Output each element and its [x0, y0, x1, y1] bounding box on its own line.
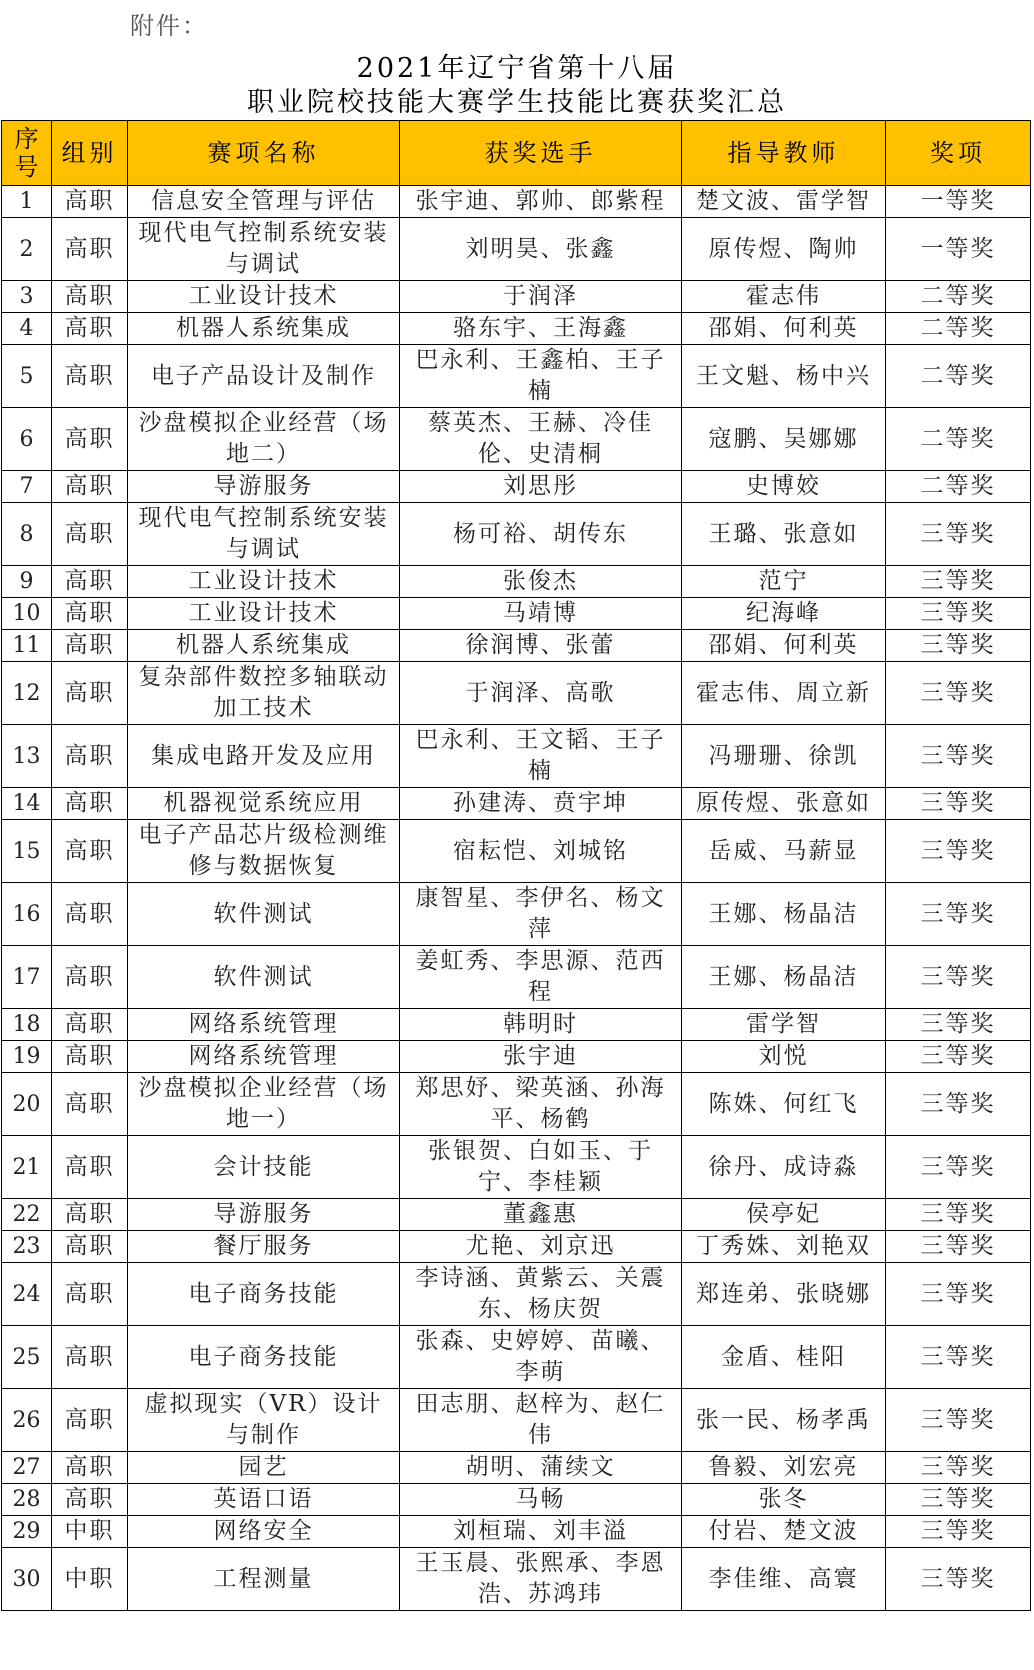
- cell-group: 高职: [52, 630, 128, 662]
- cell-group: 高职: [52, 503, 128, 566]
- cell-winners: 张宇迪: [400, 1041, 682, 1073]
- cell-group: 高职: [52, 186, 128, 218]
- cell-award: 三等奖: [886, 630, 1031, 662]
- cell-group: 高职: [52, 313, 128, 345]
- cell-teachers: 金盾、桂阳: [682, 1326, 886, 1389]
- cell-seq: 6: [2, 408, 52, 471]
- cell-event: 工业设计技术: [128, 281, 400, 313]
- cell-teachers: 刘悦: [682, 1041, 886, 1073]
- cell-teachers: 王璐、张意如: [682, 503, 886, 566]
- header-event: 赛项名称: [128, 121, 400, 186]
- cell-group: 高职: [52, 1073, 128, 1136]
- table-row: [2, 1484, 1031, 1516]
- header-award: 奖项: [886, 121, 1031, 186]
- cell-group: 高职: [52, 662, 128, 725]
- cell-winners: 刘思彤: [400, 471, 682, 503]
- cell-seq: 11: [2, 630, 52, 662]
- cell-group: 高职: [52, 788, 128, 820]
- cell-award: 二等奖: [886, 471, 1031, 503]
- cell-winners: 张宇迪、郭帅、郎紫程: [400, 186, 682, 218]
- table-body: [2, 186, 1031, 1611]
- cell-teachers: 范宁: [682, 566, 886, 598]
- cell-seq: 21: [2, 1136, 52, 1199]
- header-group: 组别: [52, 121, 128, 186]
- cell-event: 电子商务技能: [128, 1263, 400, 1326]
- cell-teachers: 付岩、楚文波: [682, 1516, 886, 1548]
- cell-group: 高职: [52, 946, 128, 1009]
- cell-winners: 韩明时: [400, 1009, 682, 1041]
- cell-event: 会计技能: [128, 1136, 400, 1199]
- cell-award: 三等奖: [886, 946, 1031, 1009]
- cell-seq: 13: [2, 725, 52, 788]
- table-row: [2, 820, 1031, 883]
- cell-group: 高职: [52, 1452, 128, 1484]
- cell-group: 高职: [52, 725, 128, 788]
- cell-group: 高职: [52, 218, 128, 281]
- cell-teachers: 邵娟、何利英: [682, 630, 886, 662]
- cell-event: 现代电气控制系统安装与调试: [128, 218, 400, 281]
- cell-teachers: 李佳维、高寰: [682, 1548, 886, 1611]
- cell-seq: 16: [2, 883, 52, 946]
- cell-award: 三等奖: [886, 1199, 1031, 1231]
- cell-winners: 徐润博、张蕾: [400, 630, 682, 662]
- cell-teachers: 楚文波、雷学智: [682, 186, 886, 218]
- cell-group: 高职: [52, 883, 128, 946]
- table-row: [2, 218, 1031, 281]
- table-row: [2, 1263, 1031, 1326]
- cell-award: 三等奖: [886, 1263, 1031, 1326]
- cell-seq: 27: [2, 1452, 52, 1484]
- cell-seq: 26: [2, 1389, 52, 1452]
- cell-event: 工程测量: [128, 1548, 400, 1611]
- cell-seq: 30: [2, 1548, 52, 1611]
- cell-seq: 23: [2, 1231, 52, 1263]
- cell-award: 三等奖: [886, 598, 1031, 630]
- table-row: [2, 471, 1031, 503]
- table-row: [2, 1199, 1031, 1231]
- cell-group: 中职: [52, 1548, 128, 1611]
- cell-event: 集成电路开发及应用: [128, 725, 400, 788]
- cell-teachers: 岳威、马薪显: [682, 820, 886, 883]
- cell-group: 高职: [52, 1389, 128, 1452]
- table-row: [2, 1041, 1031, 1073]
- cell-seq: 15: [2, 820, 52, 883]
- table-row: [2, 1073, 1031, 1136]
- cell-group: 高职: [52, 471, 128, 503]
- cell-group: 高职: [52, 1484, 128, 1516]
- cell-winners: 孙建涛、贲宇坤: [400, 788, 682, 820]
- table-row: [2, 788, 1031, 820]
- table-row: [2, 662, 1031, 725]
- table-row: [2, 1326, 1031, 1389]
- cell-teachers: 王娜、杨晶洁: [682, 946, 886, 1009]
- cell-seq: 1: [2, 186, 52, 218]
- cell-event: 信息安全管理与评估: [128, 186, 400, 218]
- cell-seq: 9: [2, 566, 52, 598]
- cell-winners: 胡明、蒲续文: [400, 1452, 682, 1484]
- cell-winners: 张森、史婷婷、苗曦、李萌: [400, 1326, 682, 1389]
- cell-teachers: 原传煜、陶帅: [682, 218, 886, 281]
- cell-group: 高职: [52, 566, 128, 598]
- cell-teachers: 纪海峰: [682, 598, 886, 630]
- cell-award: 三等奖: [886, 725, 1031, 788]
- cell-award: 三等奖: [886, 1326, 1031, 1389]
- header-winners: 获奖选手: [400, 121, 682, 186]
- cell-winners: 王玉晨、张熙承、李恩浩、苏鸿玮: [400, 1548, 682, 1611]
- header-teachers: 指导教师: [682, 121, 886, 186]
- cell-group: 高职: [52, 1136, 128, 1199]
- page-title: 2021年辽宁省第十八届: [356, 53, 678, 84]
- cell-teachers: 侯亭妃: [682, 1199, 886, 1231]
- cell-teachers: 原传煜、张意如: [682, 788, 886, 820]
- cell-award: 三等奖: [886, 503, 1031, 566]
- cell-winners: 于润泽: [400, 281, 682, 313]
- cell-winners: 于润泽、高歌: [400, 662, 682, 725]
- cell-winners: 姜虹秀、李思源、范西程: [400, 946, 682, 1009]
- cell-event: 园艺: [128, 1452, 400, 1484]
- cell-event: 软件测试: [128, 883, 400, 946]
- cell-winners: 尤艳、刘京迅: [400, 1231, 682, 1263]
- cell-group: 高职: [52, 1199, 128, 1231]
- cell-teachers: 霍志伟、周立新: [682, 662, 886, 725]
- cell-seq: 4: [2, 313, 52, 345]
- cell-seq: 5: [2, 345, 52, 408]
- cell-award: 二等奖: [886, 281, 1031, 313]
- cell-award: 三等奖: [886, 662, 1031, 725]
- cell-teachers: 鲁毅、刘宏亮: [682, 1452, 886, 1484]
- cell-seq: 14: [2, 788, 52, 820]
- cell-winners: 巴永利、王鑫柏、王子楠: [400, 345, 682, 408]
- page-subtitle: 职业院校技能大赛学生技能比赛获奖汇总: [247, 87, 787, 118]
- cell-teachers: 王娜、杨晶洁: [682, 883, 886, 946]
- table-row: [2, 1452, 1031, 1484]
- cell-teachers: 王文魁、杨中兴: [682, 345, 886, 408]
- cell-teachers: 寇鹏、吴娜娜: [682, 408, 886, 471]
- cell-award: 三等奖: [886, 1136, 1031, 1199]
- table-row: [2, 281, 1031, 313]
- cell-winners: 宿耘恺、刘城铭: [400, 820, 682, 883]
- cell-seq: 25: [2, 1326, 52, 1389]
- cell-seq: 2: [2, 218, 52, 281]
- attachment-label: 附件：: [130, 12, 208, 40]
- table-row: [2, 1136, 1031, 1199]
- cell-seq: 24: [2, 1263, 52, 1326]
- cell-event: 导游服务: [128, 1199, 400, 1231]
- table-row: [2, 883, 1031, 946]
- cell-award: 三等奖: [886, 566, 1031, 598]
- cell-winners: 刘明昊、张鑫: [400, 218, 682, 281]
- cell-award: 一等奖: [886, 186, 1031, 218]
- cell-event: 软件测试: [128, 946, 400, 1009]
- cell-award: 三等奖: [886, 1548, 1031, 1611]
- awards-table: [1, 120, 1031, 1611]
- cell-event: 电子产品芯片级检测维修与数据恢复: [128, 820, 400, 883]
- cell-group: 中职: [52, 1516, 128, 1548]
- cell-award: 三等奖: [886, 1452, 1031, 1484]
- cell-award: 二等奖: [886, 345, 1031, 408]
- cell-seq: 19: [2, 1041, 52, 1073]
- cell-winners: 骆东宇、王海鑫: [400, 313, 682, 345]
- cell-award: 三等奖: [886, 1041, 1031, 1073]
- cell-winners: 巴永利、王文韬、王子楠: [400, 725, 682, 788]
- cell-teachers: 丁秀姝、刘艳双: [682, 1231, 886, 1263]
- cell-event: 电子商务技能: [128, 1326, 400, 1389]
- cell-award: 三等奖: [886, 788, 1031, 820]
- cell-teachers: 徐丹、成诗淼: [682, 1136, 886, 1199]
- cell-group: 高职: [52, 1326, 128, 1389]
- cell-group: 高职: [52, 281, 128, 313]
- cell-group: 高职: [52, 820, 128, 883]
- cell-winners: 董鑫惠: [400, 1199, 682, 1231]
- cell-event: 复杂部件数控多轴联动加工技术: [128, 662, 400, 725]
- table-row: [2, 1009, 1031, 1041]
- cell-winners: 康智星、李伊名、杨文萍: [400, 883, 682, 946]
- cell-winners: 马靖博: [400, 598, 682, 630]
- cell-event: 网络系统管理: [128, 1041, 400, 1073]
- cell-seq: 10: [2, 598, 52, 630]
- table-row: [2, 630, 1031, 662]
- table-row: [2, 1516, 1031, 1548]
- cell-winners: 李诗涵、黄紫云、关震东、杨庆贺: [400, 1263, 682, 1326]
- cell-teachers: 邵娟、何利英: [682, 313, 886, 345]
- cell-teachers: 雷学智: [682, 1009, 886, 1041]
- cell-award: 一等奖: [886, 218, 1031, 281]
- cell-teachers: 霍志伟: [682, 281, 886, 313]
- cell-seq: 28: [2, 1484, 52, 1516]
- cell-seq: 8: [2, 503, 52, 566]
- table-row: [2, 566, 1031, 598]
- cell-event: 沙盘模拟企业经营（场地一）: [128, 1073, 400, 1136]
- cell-winners: 张银贺、白如玉、于宁、李桂颖: [400, 1136, 682, 1199]
- cell-winners: 马畅: [400, 1484, 682, 1516]
- cell-teachers: 陈姝、何红飞: [682, 1073, 886, 1136]
- header-seq: 序号: [2, 121, 52, 186]
- cell-award: 三等奖: [886, 820, 1031, 883]
- cell-award: 三等奖: [886, 1516, 1031, 1548]
- table-row: [2, 1231, 1031, 1263]
- cell-seq: 18: [2, 1009, 52, 1041]
- cell-award: 三等奖: [886, 1484, 1031, 1516]
- cell-event: 工业设计技术: [128, 598, 400, 630]
- cell-winners: 杨可裕、胡传东: [400, 503, 682, 566]
- cell-event: 虚拟现实（VR）设计与制作: [128, 1389, 400, 1452]
- cell-event: 导游服务: [128, 471, 400, 503]
- cell-award: 三等奖: [886, 1231, 1031, 1263]
- table-row: [2, 725, 1031, 788]
- cell-group: 高职: [52, 598, 128, 630]
- cell-winners: 刘桓瑞、刘丰溢: [400, 1516, 682, 1548]
- cell-award: 二等奖: [886, 408, 1031, 471]
- cell-event: 电子产品设计及制作: [128, 345, 400, 408]
- cell-event: 英语口语: [128, 1484, 400, 1516]
- table-row: [2, 345, 1031, 408]
- cell-event: 网络系统管理: [128, 1009, 400, 1041]
- cell-seq: 7: [2, 471, 52, 503]
- cell-teachers: 史博姣: [682, 471, 886, 503]
- cell-group: 高职: [52, 345, 128, 408]
- table-header-row: [2, 121, 1031, 186]
- cell-event: 餐厅服务: [128, 1231, 400, 1263]
- cell-event: 沙盘模拟企业经营（场地二）: [128, 408, 400, 471]
- cell-seq: 22: [2, 1199, 52, 1231]
- cell-teachers: 郑连弟、张晓娜: [682, 1263, 886, 1326]
- cell-group: 高职: [52, 1041, 128, 1073]
- table-row: [2, 503, 1031, 566]
- table-row: [2, 1548, 1031, 1611]
- cell-event: 工业设计技术: [128, 566, 400, 598]
- cell-event: 机器人系统集成: [128, 313, 400, 345]
- cell-group: 高职: [52, 1263, 128, 1326]
- cell-award: 三等奖: [886, 1009, 1031, 1041]
- cell-seq: 12: [2, 662, 52, 725]
- cell-winners: 蔡英杰、王赫、冷佳伦、史清桐: [400, 408, 682, 471]
- cell-winners: 郑思妤、梁英涵、孙海平、杨鹤: [400, 1073, 682, 1136]
- cell-award: 三等奖: [886, 883, 1031, 946]
- cell-event: 机器视觉系统应用: [128, 788, 400, 820]
- table-row: [2, 598, 1031, 630]
- cell-seq: 20: [2, 1073, 52, 1136]
- cell-seq: 17: [2, 946, 52, 1009]
- cell-award: 三等奖: [886, 1389, 1031, 1452]
- cell-teachers: 张一民、杨孝禹: [682, 1389, 886, 1452]
- table-row: [2, 1389, 1031, 1452]
- cell-seq: 3: [2, 281, 52, 313]
- cell-group: 高职: [52, 1231, 128, 1263]
- table-row: [2, 186, 1031, 218]
- cell-group: 高职: [52, 1009, 128, 1041]
- cell-event: 现代电气控制系统安装与调试: [128, 503, 400, 566]
- cell-event: 机器人系统集成: [128, 630, 400, 662]
- cell-teachers: 张冬: [682, 1484, 886, 1516]
- cell-winners: 田志朋、赵梓为、赵仁伟: [400, 1389, 682, 1452]
- table-row: [2, 408, 1031, 471]
- cell-event: 网络安全: [128, 1516, 400, 1548]
- cell-teachers: 冯珊珊、徐凯: [682, 725, 886, 788]
- table-row: [2, 313, 1031, 345]
- cell-winners: 张俊杰: [400, 566, 682, 598]
- cell-group: 高职: [52, 408, 128, 471]
- cell-award: 二等奖: [886, 313, 1031, 345]
- table-row: [2, 946, 1031, 1009]
- cell-award: 三等奖: [886, 1073, 1031, 1136]
- cell-seq: 29: [2, 1516, 52, 1548]
